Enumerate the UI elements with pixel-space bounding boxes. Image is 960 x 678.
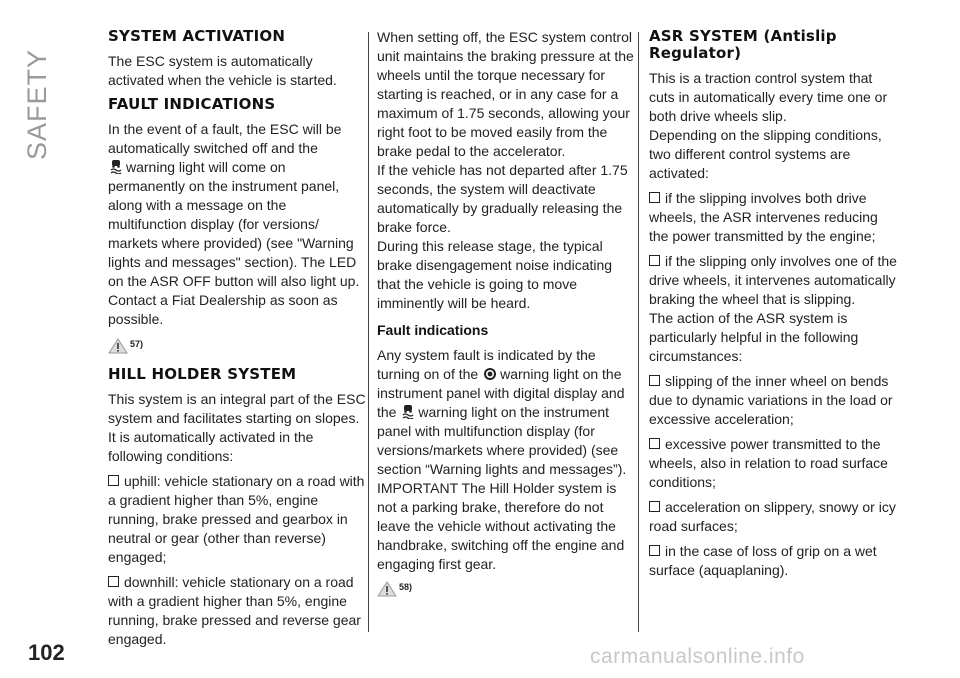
reference-58: 58)	[399, 582, 413, 592]
bullet-slippery	[649, 498, 899, 536]
para-any-part-b: warning light on the instrument panel with digital display and the	[377, 366, 625, 420]
site-watermark: carmanualsonline.info	[590, 645, 805, 668]
column-3	[649, 28, 899, 586]
bullet-box-icon	[649, 438, 660, 449]
section-label-safety: SAFETY	[22, 48, 52, 160]
caution-triangle-icon	[377, 581, 397, 597]
para-important: IMPORTANT The Hill Holder system is not a parking brake, therefore do not leave the vehicle without activating the handbrake, switching off the engine and engaging first gear.	[377, 480, 625, 572]
bullet-excessive-power	[649, 435, 899, 492]
para-release: During this release stage, the typical brake disengagement noise indicating that the vehicle is going to move imminently will be heard.	[377, 238, 613, 311]
bullet-both-text: if the slipping involves both drive wheels, the ASR intervenes reducing the power transmitted by the engine;	[649, 190, 878, 244]
bullet-one-wheel	[649, 252, 899, 309]
bullet-both-wheels	[649, 189, 899, 246]
bullet-box-icon	[108, 475, 119, 486]
bullet-one-text: if the slipping only involves one of the drive wheels, it intervenes automatically braking the wheel that is slipping.	[649, 253, 897, 307]
bullet-uphill	[108, 472, 366, 567]
column-2	[377, 28, 635, 609]
para-any-fault	[377, 346, 635, 479]
heading-hill-holder: HILL HOLDER SYSTEM	[108, 365, 297, 383]
bullet-box-icon	[649, 192, 660, 203]
esc-skid-icon	[400, 405, 416, 419]
para-action: The action of the ASR system is particularly helpful in the following circumstances:	[649, 310, 859, 364]
bullet-box-icon	[649, 375, 660, 386]
caution-triangle-icon	[108, 338, 128, 354]
para-setoff: When setting off, the ESC system control unit maintains the braking pressure at the wheels until the torque necessary for starting is reached, or in any case for a maximum of 1.75 seconds, allowing your right foot to be moved easily from the brake pedal to the accelerator.	[377, 29, 634, 159]
bullet-inner-text: slipping of the inner wheel on bends due to dynamic variations in the load or excessive acceleration;	[649, 373, 893, 427]
column-divider	[638, 32, 639, 632]
brake-warning-icon	[482, 367, 498, 381]
bullet-inner-wheel	[649, 372, 899, 429]
bullet-wet-text: in the case of loss of grip on a wet surface (aquaplaning).	[649, 543, 877, 578]
warning-ref-57	[108, 335, 366, 354]
bullet-uphill-text: uphill: vehicle stationary on a road with a gradient higher than 5%, engine running, brake pressed and gearbox in neutral or gear (other than reverse) engaged;	[108, 473, 365, 565]
bullet-box-icon	[649, 501, 660, 512]
para-activation: The ESC system is automatically activated when the vehicle is started.	[108, 53, 337, 88]
bullet-wet-surface	[649, 542, 899, 580]
heading-system-activation: SYSTEM ACTIVATION	[108, 27, 286, 45]
para-depending: Depending on the slipping conditions, two different control systems are activated:	[649, 127, 882, 181]
bullet-downhill	[108, 573, 366, 649]
bullet-power-text: excessive power transmitted to the wheels, also in relation to road surface conditions;	[649, 436, 888, 490]
column-1	[108, 28, 366, 655]
bullet-box-icon	[649, 545, 660, 556]
para-any-part-a: Any system fault is indicated by the turning on of the	[377, 347, 596, 382]
para-hill: This system is an integral part of the ESC system and facilitates starting on slopes. It is automatically activated in the following conditions:	[108, 391, 366, 464]
warning-ref-58	[377, 578, 635, 597]
bullet-downhill-text: downhill: vehicle stationary on a road with a gradient higher than 5%, engine running, brake pressed and reverse gear engaged.	[108, 574, 361, 647]
reference-57: 57)	[130, 339, 144, 349]
para-fault-part-b: warning light will come on permanently on the instrument panel, along with a message on the multifunction display (for versions/ markets where provided) (see "Warning lights and messages" section). The LED on the ASR OFF button will also light up. Contact a Fiat Dealership as soon as possible.	[108, 159, 360, 327]
bullet-box-icon	[649, 255, 660, 266]
para-any-part-c: warning light on the instrument panel with multifunction display (for versions/markets where provided) (see section “Warning lights and messages”).	[377, 404, 627, 477]
bullet-slippery-text: acceleration on slippery, snowy or icy road surfaces;	[649, 499, 896, 534]
para-notdeparted: If the vehicle has not departed after 1.75 seconds, the system will deactivate automatically by gradually releasing the brake force.	[377, 162, 628, 235]
esc-skid-icon	[108, 160, 124, 174]
heading-fault-indications: FAULT INDICATIONS	[108, 95, 276, 113]
column-divider	[368, 32, 369, 632]
heading-asr-system: ASR SYSTEM (Antislip Regulator)	[649, 27, 837, 62]
para-asr: This is a traction control system that cuts in automatically every time one or both drive wheels slip.	[649, 70, 888, 124]
para-fault-part-a: In the event of a fault, the ESC will be automatically switched off and the	[108, 121, 342, 156]
bullet-box-icon	[108, 576, 119, 587]
heading-fault-indications-2: Fault indications	[377, 322, 489, 338]
para-fault	[108, 120, 366, 329]
page-number: 102	[28, 640, 65, 665]
